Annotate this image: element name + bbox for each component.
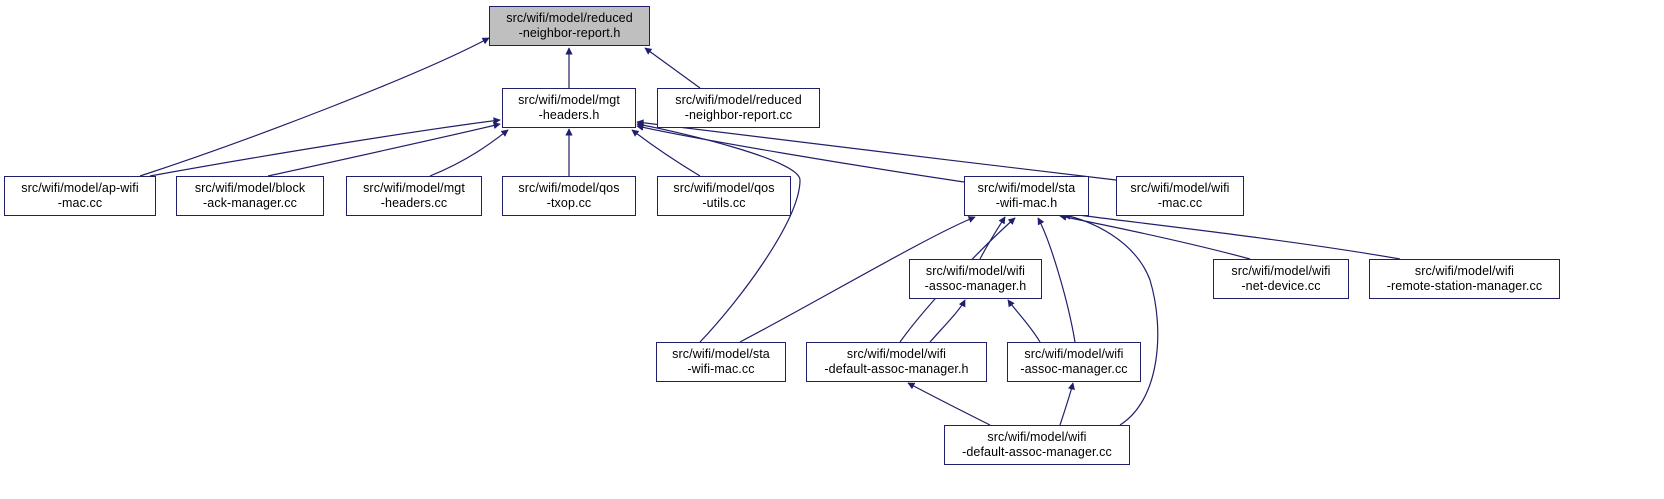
node-label-line2: -txop.cc (546, 196, 592, 210)
node-label-line1: src/wifi/model/wifi (1414, 264, 1515, 278)
node-label-line2: -utils.cc (702, 196, 746, 210)
graph-node-assoc_mgr_h[interactable] (909, 259, 1042, 299)
node-label-line2: -ack-manager.cc (203, 196, 297, 210)
graph-node-ap_wifi_mac[interactable] (4, 176, 156, 216)
graph-node-qos_utils[interactable] (657, 176, 791, 216)
node-label-line1: src/wifi/model/wifi (1130, 181, 1230, 195)
graph-edge-net_device-to-sta_wifi_h (1060, 216, 1250, 259)
node-label-line2: -assoc-manager.h (924, 279, 1027, 293)
graph-node-sta_wifi_cc[interactable] (656, 342, 786, 382)
graph-edge-assoc_mgr_h-to-sta_wifi_h (980, 217, 1005, 259)
graph-edge-wifi_mac_cc-to-mgt_h (637, 122, 1116, 180)
node-label-line2: -net-device.cc (1241, 279, 1321, 293)
graph-node-rnr_cc[interactable] (657, 88, 820, 128)
node-label-line2: -assoc-manager.cc (1020, 362, 1128, 376)
graph-edge-def_assoc_h-to-assoc_mgr_h (930, 300, 965, 342)
graph-node-sta_wifi_h[interactable] (964, 176, 1089, 216)
node-label-line2: -wifi-mac.cc (687, 362, 755, 376)
graph-edge-def_assoc_cc-to-assoc_mgr_cc (1060, 383, 1073, 425)
node-label-line1: src/wifi/model/wifi (1024, 347, 1124, 361)
graph-edge-assoc_mgr_cc-to-assoc_mgr_h (1008, 300, 1040, 342)
node-label-line2: -remote-station-manager.cc (1386, 279, 1543, 293)
node-label-line1: src/wifi/model/reduced (506, 11, 633, 25)
graph-edge-assoc_mgr_cc-to-sta_wifi_h (1038, 218, 1075, 342)
node-label-line1: src/wifi/model/mgt (363, 181, 465, 195)
node-label-line1: src/wifi/model/reduced (675, 93, 802, 107)
graph-edge-qos_utils-to-mgt_h (632, 130, 700, 176)
graph-node-def_assoc_cc[interactable] (944, 425, 1130, 465)
node-label-line1: src/wifi/model/wifi (987, 430, 1087, 444)
node-label-line2: -headers.h (538, 108, 600, 122)
graph-node-net_device[interactable] (1213, 259, 1349, 299)
graph-node-qos_txop[interactable] (502, 176, 636, 216)
graph-edge-remote_sta-to-sta_wifi_h (1064, 213, 1400, 259)
node-label-line1: src/wifi/model/mgt (518, 93, 620, 107)
node-label-line1: src/wifi/model/sta (977, 181, 1076, 195)
graph-node-remote_sta[interactable] (1369, 259, 1560, 299)
node-label-line2: -default-assoc-manager.cc (962, 445, 1112, 459)
graph-edge-def_assoc_cc-to-def_assoc_h (908, 383, 990, 425)
node-label-line2: -wifi-mac.h (995, 196, 1058, 210)
graph-node-block_ack[interactable] (176, 176, 324, 216)
graph-edge-ap_wifi_mac-to-mgt_h (150, 120, 500, 176)
graph-node-wifi_mac_cc[interactable] (1116, 176, 1244, 216)
node-label-line1: src/wifi/model/qos (673, 181, 775, 195)
node-label-line2: -default-assoc-manager.h (824, 362, 969, 376)
node-label-line1: src/wifi/model/sta (672, 347, 770, 361)
node-label-line2: -mac.cc (57, 196, 103, 210)
graph-node-assoc_mgr_cc[interactable] (1007, 342, 1141, 382)
graph-node-mgt_h[interactable] (502, 88, 636, 128)
graph-edge-block_ack-to-mgt_h (268, 124, 500, 176)
node-label-line2: -mac.cc (1157, 196, 1203, 210)
node-label-line1: src/wifi/model/wifi (846, 347, 947, 361)
graph-edge-ap_wifi_mac-to-rnr_h (140, 38, 489, 176)
graph-edge-rnr_cc-to-rnr_h (645, 48, 700, 88)
node-label-line1: src/wifi/model/wifi (1231, 264, 1331, 278)
node-label-line2: -headers.cc (380, 196, 448, 210)
graph-node-rnr_h[interactable] (489, 6, 650, 46)
node-label-line2: -neighbor-report.cc (684, 108, 793, 122)
node-label-line1: src/wifi/model/wifi (925, 264, 1026, 278)
graph-edge-sta_wifi_cc-to-mgt_h (637, 124, 800, 342)
graph-node-mgt_cc[interactable] (346, 176, 482, 216)
graph-node-def_assoc_h[interactable] (806, 342, 987, 382)
node-label-line2: -neighbor-report.h (518, 26, 621, 40)
node-label-line1: src/wifi/model/block (194, 181, 306, 195)
node-label-line1: src/wifi/model/ap-wifi (21, 181, 139, 195)
graph-edge-sta_wifi_h-to-mgt_h (637, 126, 964, 182)
graph-edge-mgt_cc-to-mgt_h (430, 130, 508, 176)
graph-edge-def_assoc_cc-to-sta_wifi_h (1064, 215, 1158, 425)
node-label-line1: src/wifi/model/qos (518, 181, 620, 195)
